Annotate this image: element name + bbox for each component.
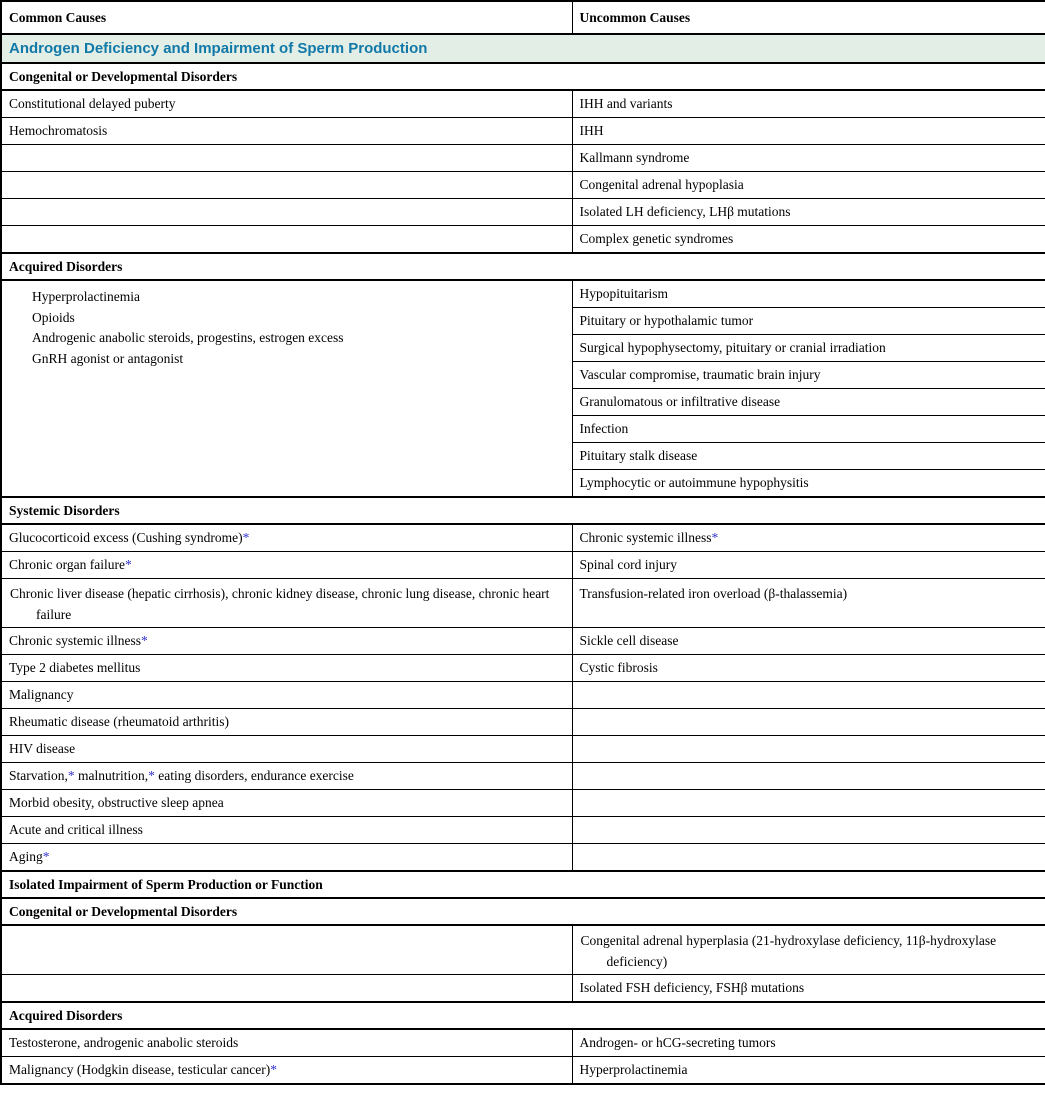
- table-row: [1, 736, 1045, 763]
- cell-uncommon: Lymphocytic or autoimmune hypophysitis: [572, 470, 1045, 498]
- cell-uncommon: Pituitary stalk disease: [572, 443, 1045, 470]
- cell-common: [1, 552, 572, 579]
- cell-text: Rheumatic disease (rheumatoid arthritis): [9, 714, 230, 729]
- cell-text: Starvation,: [9, 768, 68, 783]
- section-header-row: [1, 253, 1045, 280]
- cell-uncommon: [572, 655, 1045, 682]
- table-row: [1, 172, 1045, 199]
- table-row: [1, 709, 1045, 736]
- cell-common: [1, 90, 572, 118]
- table-row: [1, 628, 1045, 655]
- cell-common: [1, 628, 572, 655]
- section-header-row: [1, 1002, 1045, 1029]
- cell-text: Chronic organ failure: [9, 557, 125, 572]
- cell-common: [1, 118, 572, 145]
- cell-uncommon: Vascular compromise, traumatic brain injury: [572, 362, 1045, 389]
- cell-text: Complex genetic syndromes: [579, 231, 734, 246]
- cell-text: Isolated FSH deficiency, FSHβ mutations: [579, 980, 805, 995]
- cell-text: Malignancy: [9, 687, 74, 702]
- footnote-asterisk: *: [141, 633, 148, 648]
- cell-text: Congenital adrenal hyperplasia (21-hydroxylase deficiency, 11β-hydroxylase deficiency): [580, 933, 997, 969]
- cell-common: [1, 925, 572, 975]
- section-header: Systemic Disorders: [1, 497, 1045, 524]
- cell-text: Transfusion-related iron overload (β-thalassemia): [579, 586, 848, 601]
- cell-uncommon: [572, 817, 1045, 844]
- cell-common: [1, 145, 572, 172]
- table-row: [1, 975, 1045, 1003]
- column-header-row: [1, 1, 1045, 34]
- cell-text: Testosterone, androgenic anabolic steroids: [9, 1035, 239, 1050]
- cell-text: Androgen- or hCG-secreting tumors: [579, 1035, 776, 1050]
- cell-uncommon: [572, 524, 1045, 552]
- cell-common: [1, 682, 572, 709]
- cell-text: Sickle cell disease: [579, 633, 679, 648]
- cell-common: [1, 736, 572, 763]
- merged-cell-line: Androgenic anabolic steroids, progestins, estrogen excess: [32, 330, 344, 345]
- cell-uncommon: [572, 790, 1045, 817]
- cell-text: Isolated LH deficiency, LHβ mutations: [579, 204, 791, 219]
- cell-text: HIV disease: [9, 741, 76, 756]
- cell-uncommon: [572, 579, 1045, 628]
- group-header-row: [1, 871, 1045, 898]
- cell-text: Chronic systemic illness: [579, 530, 712, 545]
- table-row: [1, 145, 1045, 172]
- section-header: Congenital or Developmental Disorders: [1, 63, 1045, 90]
- cell-common: [1, 790, 572, 817]
- footnote-asterisk: *: [242, 530, 250, 545]
- cell-common: [1, 172, 572, 199]
- table-row: [1, 226, 1045, 254]
- cell-uncommon: [572, 1029, 1045, 1057]
- cell-text: Morbid obesity, obstructive sleep apnea: [9, 795, 224, 810]
- footnote-asterisk: *: [42, 849, 50, 864]
- cell-uncommon: [572, 145, 1045, 172]
- cell-common: [1, 524, 572, 552]
- cell-uncommon: [572, 226, 1045, 254]
- cell-common: [1, 1029, 572, 1057]
- cell-uncommon: [572, 763, 1045, 790]
- category-banner-title: Androgen Deficiency and Impairment of Sperm Production: [1, 34, 1045, 63]
- cell-uncommon: [572, 552, 1045, 579]
- section-header-row: [1, 497, 1045, 524]
- cell-text: Malignancy (Hodgkin disease, testicular cancer): [9, 1062, 271, 1077]
- cell-uncommon: [572, 118, 1045, 145]
- table-row: [1, 1057, 1045, 1085]
- cell-text: IHH: [579, 123, 604, 138]
- merged-cell-line: Opioids: [32, 309, 75, 325]
- cell-uncommon: [572, 628, 1045, 655]
- cell-common: [1, 579, 572, 628]
- table-row: [1, 199, 1045, 226]
- footnote-asterisk: *: [270, 1062, 278, 1077]
- col-header-common-causes: Common Causes: [1, 1, 572, 34]
- cell-common: [1, 817, 572, 844]
- footnote-asterisk: *: [711, 530, 719, 545]
- table-row: [1, 844, 1045, 872]
- merged-cell-line: Hyperprolactinemia: [32, 289, 140, 304]
- cell-uncommon: [572, 736, 1045, 763]
- merged-cell-line: GnRH agonist or antagonist: [32, 350, 184, 366]
- cell-common: [1, 975, 572, 1003]
- cell-uncommon: Hypopituitarism: [572, 280, 1045, 308]
- cell-uncommon: [572, 925, 1045, 975]
- cell-uncommon: [572, 1057, 1045, 1085]
- cell-text: eating disorders, endurance exercise: [154, 768, 354, 783]
- cell-text: Chronic systemic illness: [9, 633, 141, 648]
- table-row: [1, 90, 1045, 118]
- cell-uncommon: Pituitary or hypothalamic tumor: [572, 308, 1045, 335]
- cell-common: [1, 844, 572, 872]
- cell-uncommon: Infection: [572, 416, 1045, 443]
- cell-text: IHH and variants: [579, 96, 673, 111]
- cell-uncommon: Granulomatous or infiltrative disease: [572, 389, 1045, 416]
- table-row: [1, 579, 1045, 628]
- cell-common: [1, 199, 572, 226]
- cell-common: [1, 655, 572, 682]
- cell-text: Glucocorticoid excess (Cushing syndrome): [9, 530, 243, 545]
- cell-uncommon: [572, 199, 1045, 226]
- table-row: [1, 280, 1045, 308]
- table-row: [1, 118, 1045, 145]
- cell-uncommon: [572, 90, 1045, 118]
- section-header: Congenital or Developmental Disorders: [1, 898, 1045, 925]
- section-header-row: [1, 63, 1045, 90]
- category-banner-row: [1, 34, 1045, 63]
- cell-text: Hemochromatosis: [9, 123, 108, 138]
- cell-common-merged: [1, 280, 572, 497]
- cell-text: Kallmann syndrome: [579, 150, 690, 165]
- section-header: Acquired Disorders: [1, 1002, 1045, 1029]
- col-header-uncommon-causes: Uncommon Causes: [572, 1, 1045, 34]
- cell-common: [1, 709, 572, 736]
- footnote-asterisk: *: [67, 768, 75, 783]
- cell-text: Congenital adrenal hypoplasia: [579, 177, 744, 192]
- cell-uncommon: [572, 172, 1045, 199]
- cell-text: Type 2 diabetes mellitus: [9, 660, 141, 675]
- footnote-asterisk: *: [124, 557, 132, 572]
- table-row: [1, 655, 1045, 682]
- table-row: [1, 817, 1045, 844]
- group-header: Isolated Impairment of Sperm Production or Function: [1, 871, 1045, 898]
- cell-common: [1, 226, 572, 254]
- cell-text: Constitutional delayed puberty: [9, 96, 176, 111]
- cell-text: Chronic liver disease (hepatic cirrhosis), chronic kidney disease, chronic lung disease, chronic heart failure: [10, 586, 550, 622]
- table-row: [1, 682, 1045, 709]
- table-row: [1, 1029, 1045, 1057]
- cell-uncommon: [572, 975, 1045, 1003]
- table-row: [1, 790, 1045, 817]
- cell-uncommon: [572, 682, 1045, 709]
- cell-uncommon: [572, 844, 1045, 872]
- cell-uncommon: [572, 709, 1045, 736]
- table-row: [1, 763, 1045, 790]
- cell-common: [1, 763, 572, 790]
- table-row: [1, 524, 1045, 552]
- section-header: Acquired Disorders: [1, 253, 1045, 280]
- cell-text: Aging: [9, 849, 43, 864]
- cell-text: Hyperprolactinemia: [579, 1062, 688, 1077]
- footnote-asterisk: *: [148, 768, 155, 783]
- cell-text: Acute and critical illness: [9, 822, 143, 837]
- cell-text: malnutrition,: [74, 768, 149, 783]
- cell-text: Cystic fibrosis: [579, 660, 658, 675]
- cell-uncommon: Surgical hypophysectomy, pituitary or cranial irradiation: [572, 335, 1045, 362]
- cell-text: Spinal cord injury: [579, 557, 677, 572]
- section-header-row: [1, 898, 1045, 925]
- table-row: [1, 925, 1045, 975]
- table-row: [1, 552, 1045, 579]
- cell-common: [1, 1057, 572, 1085]
